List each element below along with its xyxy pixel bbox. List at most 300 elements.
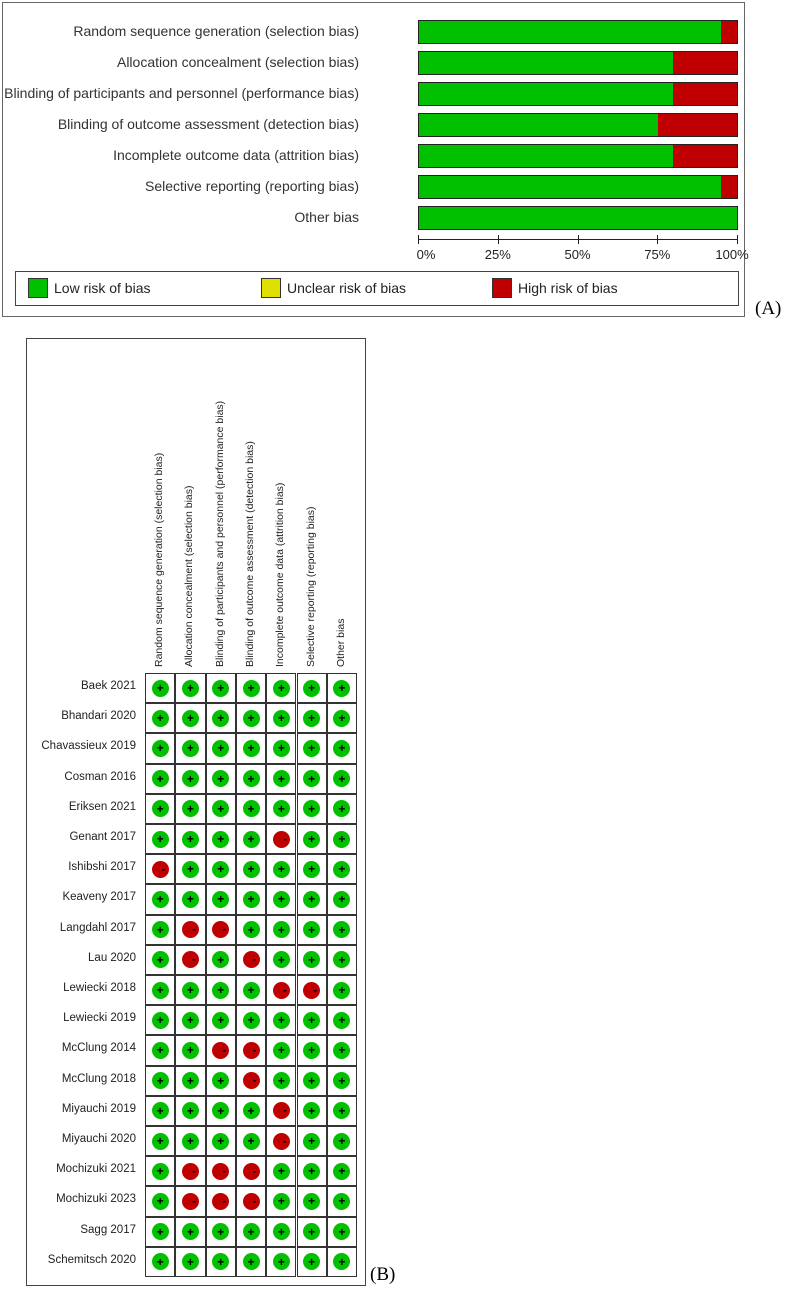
bar-segment-low-risk-of-bias [419,21,721,43]
study-label: Lewiecki 2019 [63,1012,136,1025]
low-risk-icon: + [243,982,260,999]
low-risk-icon: + [243,800,260,817]
legend-label: High risk of bias [518,280,618,296]
rating-cell [327,975,357,1005]
rating-cell [297,915,327,945]
low-risk-icon: + [182,800,199,817]
rating-cell [236,1186,266,1216]
legend-item [261,278,406,298]
rating-cell [206,945,236,975]
rating-cell [297,1186,327,1216]
rating-cell [145,854,175,884]
low-risk-icon: + [333,1042,350,1059]
high-risk-icon: - [273,1133,290,1150]
low-risk-icon: + [243,1133,260,1150]
rating-cell [175,975,205,1005]
rating-cell [327,915,357,945]
low-risk-icon: + [212,800,229,817]
low-risk-icon: + [303,1102,320,1119]
low-risk-icon: + [333,951,350,968]
bar-segment-low-risk-of-bias [419,176,721,198]
high-risk-icon: - [273,982,290,999]
rating-cell [145,945,175,975]
bar-segment-low-risk-of-bias [419,114,658,136]
low-risk-icon: + [303,831,320,848]
study-label: Sagg 2017 [80,1223,136,1236]
study-label: Lau 2020 [88,951,136,964]
rating-cell [297,1096,327,1126]
panel-label-a: (A) [755,298,782,319]
low-risk-icon: + [333,982,350,999]
study-label: McClung 2018 [61,1072,136,1085]
low-risk-icon: + [333,921,350,938]
low-risk-icon: + [333,740,350,757]
low-risk-icon: + [152,951,169,968]
rating-cell [175,1005,205,1035]
rating-cell [297,884,327,914]
low-risk-icon: + [303,1042,320,1059]
rating-cell [266,1247,296,1277]
rating-cell [327,884,357,914]
low-risk-icon: + [273,891,290,908]
rating-cell [175,1035,205,1065]
low-risk-icon: + [273,1253,290,1270]
low-risk-icon: + [333,1163,350,1180]
panel-label-b: (B) [370,1264,396,1285]
low-risk-icon: + [212,951,229,968]
x-tick-label: 75% [644,247,671,262]
low-risk-icon: + [303,1193,320,1210]
low-risk-icon: + [212,982,229,999]
rating-cell [236,854,266,884]
low-risk-icon: + [152,921,169,938]
stacked-bar [418,20,738,44]
rating-cell [206,1217,236,1247]
rating-cell [236,1217,266,1247]
risk-of-bias-graph [2,2,749,317]
low-risk-icon: + [182,1072,199,1089]
rating-cell [206,1247,236,1277]
rating-cell [145,1156,175,1186]
rating-cell [175,703,205,733]
low-risk-icon: + [152,710,169,727]
study-label: Eriksen 2021 [68,800,136,813]
x-tick-label: 25% [484,247,511,262]
x-tick-label: 100% [715,247,749,262]
low-risk-icon: + [273,770,290,787]
rating-cell [297,733,327,763]
low-risk-icon: + [273,1012,290,1029]
x-tick [657,235,658,244]
low-risk-icon: + [152,1042,169,1059]
rating-cell [327,733,357,763]
rating-cell [145,824,175,854]
rating-cell [206,1126,236,1156]
low-risk-icon: + [303,1163,320,1180]
low-risk-icon: + [152,1163,169,1180]
rating-cell [145,673,175,703]
study-label: Miyauchi 2020 [61,1133,136,1145]
rating-cell [145,884,175,914]
rating-cell [327,945,357,975]
study-label: Chavassieux 2019 [41,740,136,753]
rating-cell [206,673,236,703]
rating-cell [175,915,205,945]
legend-swatch [28,278,48,298]
category-label: Incomplete outcome data (attrition bias) [113,147,359,163]
low-risk-icon: + [273,921,290,938]
bar-segment-high-risk-of-bias [721,21,737,43]
low-risk-icon: + [303,1072,320,1089]
low-risk-icon: + [243,680,260,697]
low-risk-icon: + [303,921,320,938]
rating-cell [145,975,175,1005]
low-risk-icon: + [243,740,260,757]
study-label: Cosman 2016 [64,770,136,783]
low-risk-icon: + [212,891,229,908]
rating-cell [266,1156,296,1186]
rating-cell [236,764,266,794]
bar-segment-high-risk-of-bias [721,176,737,198]
rating-cell [297,703,327,733]
rating-cell [266,824,296,854]
rating-cell [236,1096,266,1126]
low-risk-icon: + [212,1253,229,1270]
low-risk-icon: + [182,680,199,697]
rating-cell [236,884,266,914]
low-risk-icon: + [152,1193,169,1210]
low-risk-icon: + [303,740,320,757]
rating-cell [266,733,296,763]
rating-cell [236,673,266,703]
high-risk-icon: - [182,921,199,938]
rating-cell [266,915,296,945]
low-risk-icon: + [303,1223,320,1240]
category-label: Allocation concealment (selection bias) [116,54,359,70]
low-risk-icon: + [303,951,320,968]
risk-of-bias-summary [26,338,366,1286]
low-risk-icon: + [152,891,169,908]
rating-cell [266,673,296,703]
low-risk-icon: + [333,1133,350,1150]
rating-cell [145,915,175,945]
high-risk-icon: - [212,921,229,938]
study-label: Schemitsch 2020 [47,1253,136,1266]
low-risk-icon: + [303,861,320,878]
high-risk-icon: - [243,1042,260,1059]
low-risk-icon: + [152,680,169,697]
low-risk-icon: + [303,710,320,727]
rating-cell [266,1066,296,1096]
rating-cell [266,1186,296,1216]
rating-cell [236,1156,266,1186]
study-label: Ishibshi 2017 [68,861,136,874]
category-label: Blinding of outcome assessment (detection bias) [57,116,359,132]
rating-cell [297,1066,327,1096]
stacked-bar [418,144,738,168]
high-risk-icon: - [243,951,260,968]
rating-cell [206,1066,236,1096]
study-label: Mochizuki 2023 [56,1193,136,1206]
rating-cell [206,915,236,945]
column-header: Random sequence generation (selection bias) [153,452,165,667]
low-risk-icon: + [152,1072,169,1089]
low-risk-icon: + [182,1223,199,1240]
rating-cell [175,673,205,703]
rating-cell [206,1186,236,1216]
study-label: Langdahl 2017 [59,921,136,934]
low-risk-icon: + [152,1102,169,1119]
study-label: Mochizuki 2021 [56,1163,136,1176]
column-header: Selective reporting (reporting bias) [304,506,317,667]
rating-cell [206,733,236,763]
legend-label: Low risk of bias [54,280,151,296]
stacked-bar [418,51,738,75]
low-risk-icon: + [333,1193,350,1210]
rating-cell [175,1247,205,1277]
rating-cell [236,1005,266,1035]
legend-label: Unclear risk of bias [287,280,407,296]
legend-item [492,278,618,298]
low-risk-icon: + [273,800,290,817]
x-tick [418,235,419,244]
rating-cell [206,824,236,854]
low-risk-icon: + [273,861,290,878]
rating-cell [145,1126,175,1156]
low-risk-icon: + [333,831,350,848]
high-risk-icon: - [212,1042,229,1059]
rating-cell [327,794,357,824]
column-header: Allocation concealment (selection bias) [183,485,196,667]
low-risk-icon: + [303,1012,320,1029]
rating-cell [175,733,205,763]
rating-cell [297,1156,327,1186]
low-risk-icon: + [212,861,229,878]
low-risk-icon: + [243,710,260,727]
stacked-bar [418,113,738,137]
rating-cell [175,854,205,884]
high-risk-icon: - [273,831,290,848]
legend-item [28,278,150,298]
rating-cell [206,703,236,733]
low-risk-icon: + [333,710,350,727]
x-tick [498,235,499,244]
high-risk-icon: - [182,951,199,968]
low-risk-icon: + [182,710,199,727]
low-risk-icon: + [333,1072,350,1089]
rating-cell [327,1186,357,1216]
low-risk-icon: + [243,831,260,848]
low-risk-icon: + [212,770,229,787]
rating-cell [327,673,357,703]
high-risk-icon: - [182,1163,199,1180]
low-risk-icon: + [243,1102,260,1119]
rating-cell [206,1035,236,1065]
bar-segment-high-risk-of-bias [658,114,738,136]
rating-cell [175,1066,205,1096]
rating-cell [236,1035,266,1065]
rating-cell [175,764,205,794]
bar-segment-low-risk-of-bias [419,207,737,229]
low-risk-icon: + [182,982,199,999]
low-risk-icon: + [212,831,229,848]
rating-cell [175,1217,205,1247]
rating-cell [145,1247,175,1277]
low-risk-icon: + [182,1133,199,1150]
low-risk-icon: + [152,770,169,787]
rating-cell [175,945,205,975]
low-risk-icon: + [333,800,350,817]
stacked-bar [418,175,738,199]
high-risk-icon: - [303,982,320,999]
rating-cell [297,1126,327,1156]
rating-cell [266,703,296,733]
rating-cell [266,764,296,794]
rating-cell [206,854,236,884]
rating-cell [266,884,296,914]
low-risk-icon: + [273,1193,290,1210]
stacked-bar [418,206,738,230]
low-risk-icon: + [182,1102,199,1119]
rating-cell [206,975,236,1005]
study-label: Bhandari 2020 [61,710,136,723]
study-label: Genant 2017 [69,831,136,843]
low-risk-icon: + [303,800,320,817]
low-risk-icon: + [182,831,199,848]
low-risk-icon: + [182,740,199,757]
rating-cell [266,1126,296,1156]
rating-cell [327,764,357,794]
x-tick-label: 0% [416,247,436,262]
high-risk-icon: - [152,861,169,878]
rating-cell [145,1005,175,1035]
low-risk-icon: + [333,1223,350,1240]
high-risk-icon: - [212,1163,229,1180]
rating-cell [297,945,327,975]
legend-swatch [261,278,281,298]
low-risk-icon: + [273,1223,290,1240]
rating-cell [266,1005,296,1035]
study-label: Keaveny 2017 [62,891,136,904]
study-label: Baek 2021 [81,680,136,692]
low-risk-icon: + [333,770,350,787]
legend-swatch [492,278,512,298]
high-risk-icon: - [243,1163,260,1180]
rating-cell [206,1156,236,1186]
low-risk-icon: + [182,770,199,787]
low-risk-icon: + [212,1223,229,1240]
rating-cell [145,1066,175,1096]
rating-cell [145,1035,175,1065]
category-label: Other bias [294,209,359,225]
rating-cell [327,1035,357,1065]
low-risk-icon: + [243,891,260,908]
high-risk-icon: - [212,1193,229,1210]
rating-cell [266,854,296,884]
rating-cell [297,1035,327,1065]
low-risk-icon: + [212,680,229,697]
rating-cell [297,1247,327,1277]
rating-cell [236,915,266,945]
low-risk-icon: + [243,1223,260,1240]
high-risk-icon: - [273,1102,290,1119]
rating-cell [297,673,327,703]
rating-cell [236,794,266,824]
rating-cell [266,1035,296,1065]
low-risk-icon: + [273,740,290,757]
rating-cell [327,1217,357,1247]
rating-cell [327,1247,357,1277]
low-risk-icon: + [152,1012,169,1029]
rating-cell [266,794,296,824]
low-risk-icon: + [273,680,290,697]
rating-cell [145,1096,175,1126]
rating-cell [175,884,205,914]
rating-cell [297,1217,327,1247]
column-header: Blinding of participants and personnel (performance bias) [213,400,226,667]
high-risk-icon: - [243,1193,260,1210]
x-tick [578,235,579,244]
low-risk-icon: + [212,1012,229,1029]
rating-cell [175,1126,205,1156]
study-label: Lewiecki 2018 [63,982,136,994]
low-risk-icon: + [212,1102,229,1119]
study-label: McClung 2014 [61,1042,136,1055]
rating-cell [266,1217,296,1247]
low-risk-icon: + [243,921,260,938]
rating-cell [297,1005,327,1035]
low-risk-icon: + [273,951,290,968]
low-risk-icon: + [273,710,290,727]
low-risk-icon: + [152,1133,169,1150]
rating-cell [297,975,327,1005]
rating-cell [145,764,175,794]
rating-cell [145,703,175,733]
high-risk-icon: - [243,1072,260,1089]
bar-segment-high-risk-of-bias [673,83,737,105]
rating-cell [297,854,327,884]
low-risk-icon: + [333,680,350,697]
rating-cell [266,975,296,1005]
rating-cell [297,764,327,794]
rating-cell [236,975,266,1005]
rating-cell [236,945,266,975]
rating-cell [236,703,266,733]
rating-cell [236,1126,266,1156]
low-risk-icon: + [152,982,169,999]
stacked-bar [418,82,738,106]
rating-cell [297,794,327,824]
low-risk-icon: + [243,861,260,878]
low-risk-icon: + [243,770,260,787]
rating-cell [327,1005,357,1035]
low-risk-icon: + [303,1133,320,1150]
bar-segment-high-risk-of-bias [673,52,737,74]
rating-cell [175,824,205,854]
rating-cell [206,794,236,824]
low-risk-icon: + [303,891,320,908]
low-risk-icon: + [212,710,229,727]
rating-cell [145,1217,175,1247]
low-risk-icon: + [243,1012,260,1029]
rating-cell [236,1066,266,1096]
rating-cell [327,824,357,854]
rating-cell [206,884,236,914]
rating-cell [327,703,357,733]
low-risk-icon: + [182,1012,199,1029]
rating-cell [266,1096,296,1126]
low-risk-icon: + [273,1072,290,1089]
